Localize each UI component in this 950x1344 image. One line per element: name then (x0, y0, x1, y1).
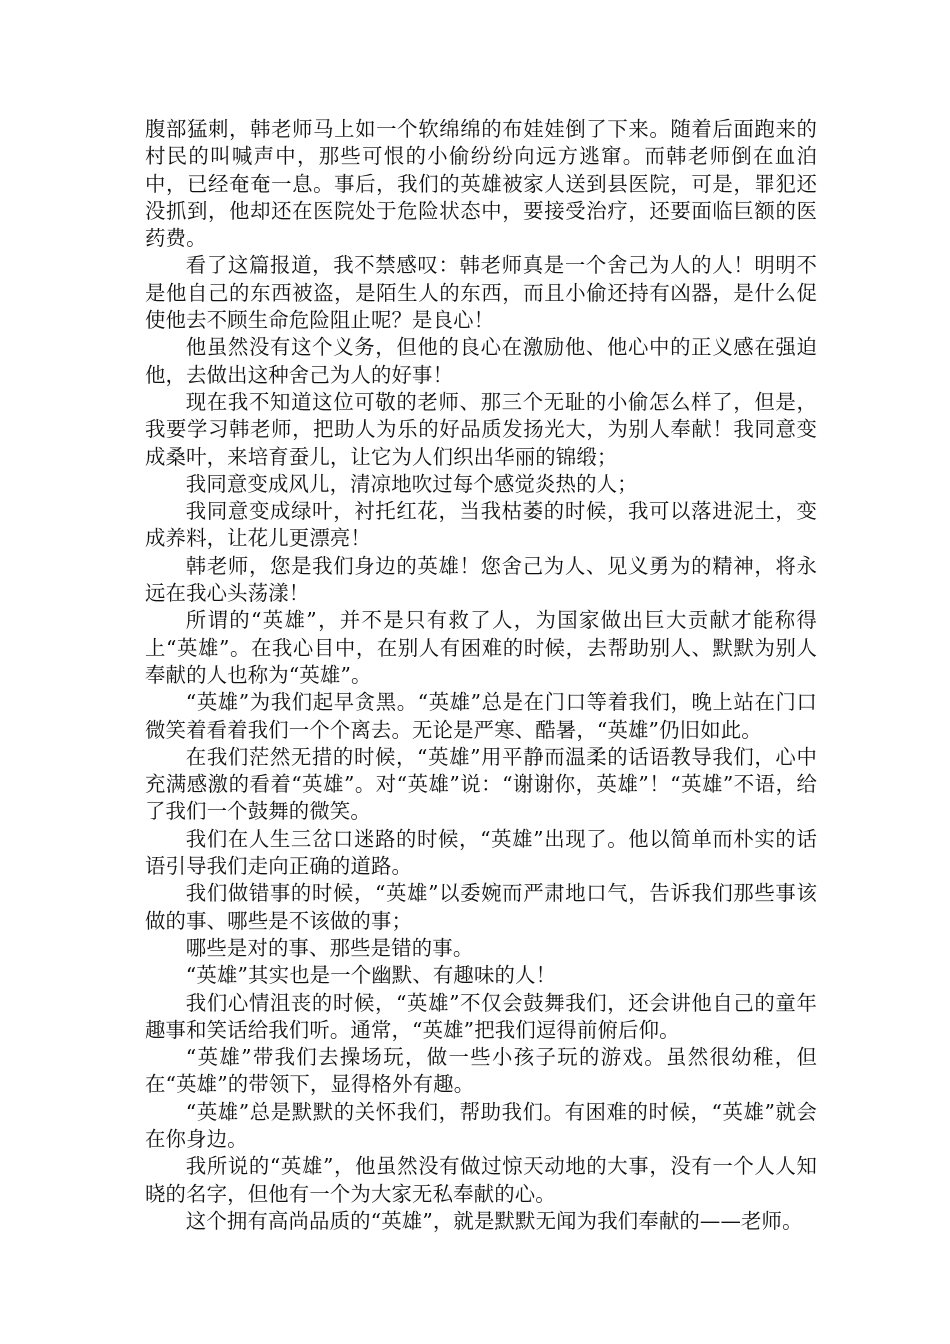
paragraph: 我们心情沮丧的时候，“英雄”不仅会鼓舞我们，还会讲他自己的童年趣事和笑话给我们听。通常，“英雄”把我们逗得前俯后仰。 (145, 990, 817, 1042)
paragraph: 我所说的“英雄”，他虽然没有做过惊天动地的大事，没有一个人人知晓的名字，但他有一个为大家无私奉献的心。 (145, 1154, 817, 1206)
paragraph: 我们在人生三岔口迷路的时候，“英雄”出现了。他以简单而朴实的话语引导我们走向正确的道路。 (145, 826, 817, 879)
paragraph: 我们做错事的时候，“英雄”以委婉而严肃地口气，告诉我们那些事该做的事、哪些是不该做的事； (145, 881, 817, 933)
paragraph: 所谓的“英雄”，并不是只有救了人，为国家做出巨大贡献才能称得上“英雄”。在我心目中，在别人有困难的时候，去帮助别人、默默为别人奉献的人也称为“英雄”。 (145, 608, 817, 687)
paragraph: 我同意变成绿叶，衬托红花，当我枯萎的时候，我可以落进泥土，变成养料，让花儿更漂亮！ (145, 499, 817, 551)
paragraph: 腹部猛刺，韩老师马上如一个软绵绵的布娃娃倒了下来。随着后面跑来的村民的叫喊声中，那些可恨的小偷纷纷向远方逃窜。而韩老师倒在血泊中，已经奄奄一息。事后，我们的英雄被家人送到县医院，可是，罪犯还没抓到，他却还在医院处于危险状态中，要接受治疗，还要面临巨额的医药费。 (145, 117, 817, 251)
paragraph: “英雄”总是默默的关怀我们，帮助我们。有困难的时候，“英雄”就会在你身边。 (145, 1099, 817, 1151)
paragraph: 哪些是对的事、那些是错的事。 (185, 935, 474, 960)
paragraph: 看了这篇报道，我不禁感叹：韩老师真是一个舍己为人的人！明明不是他自己的东西被盗，是陌生人的东西，而且小偷还持有凶器，是什么促使他去不顾生命危险阻止呢？是良心！ (145, 253, 817, 333)
paragraph: 在我们茫然无措的时候，“英雄”用平静而温柔的话语教导我们，心中充满感激的看着“英雄”。对“英雄”说：“谢谢你，英雄”！“英雄”不语，给了我们一个鼓舞的微笑。 (145, 744, 817, 824)
paragraph: 他虽然没有这个义务，但他的良心在激励他、他心中的正义感在强迫他，去做出这种舍己为人的好事！ (145, 335, 817, 387)
paragraph: “英雄”为我们起早贪黑。“英雄”总是在门口等着我们，晚上站在门口微笑着看着我们一个个离去。无论是严寒、酷暑，“英雄”仍旧如此。 (145, 690, 817, 742)
document-body (145, 116, 817, 1235)
paragraph: “英雄”带我们去操场玩，做一些小孩子玩的游戏。虽然很幼稚，但在“英雄”的带领下，显得格外有趣。 (145, 1045, 817, 1097)
paragraph: 现在我不知道这位可敬的老师、那三个无耻的小偷怎么样了，但是，我要学习韩老师，把助人为乐的好品质发扬光大，为别人奉献！我同意变成桑叶，来培育蚕儿，让它为人们织出华丽的锦缎； (145, 389, 817, 469)
paragraph: 我同意变成风儿，清凉地吹过每个感觉炎热的人； (185, 471, 638, 496)
paragraph: “英雄”其实也是一个幽默、有趣味的人！ (185, 963, 557, 988)
paragraph: 韩老师，您是我们身边的英雄！您舍己为人、见义勇为的精神，将永远在我心头荡漾！ (145, 553, 817, 606)
paragraph: 这个拥有高尚品质的“英雄”，就是默默无闻为我们奉献的——老师。 (185, 1208, 803, 1233)
